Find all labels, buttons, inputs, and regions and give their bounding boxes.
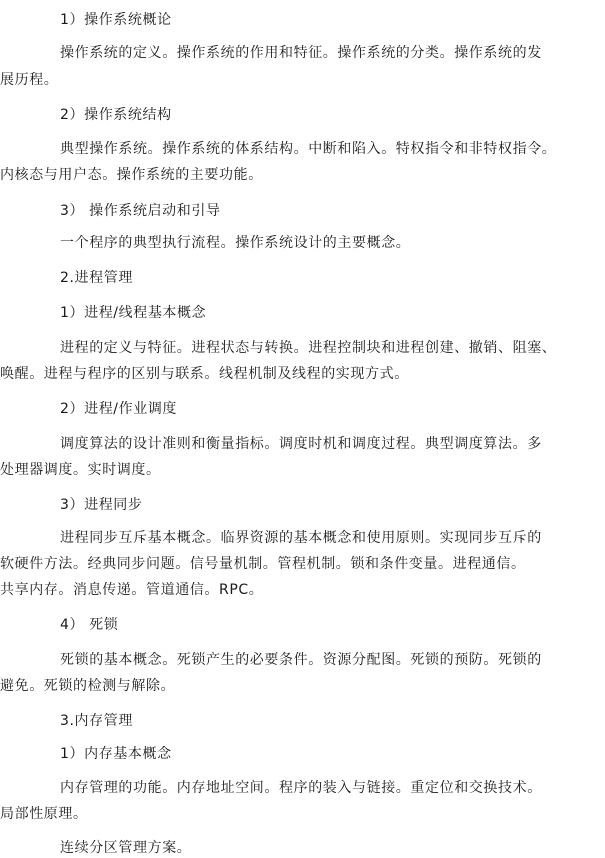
paragraph-line: 唤醒。进程与程序的区别与联系。线程机制及线程的实现方式。	[0, 366, 409, 382]
heading-process-sync: 3）进程同步	[60, 497, 143, 513]
paragraph-line: 内存管理的功能。内存地址空间。程序的装入与链接。重定位和交换技术。	[60, 780, 542, 796]
paragraph-line: 典型操作系统。操作系统的体系结构。中断和陷入。特权指令和非特权指令。	[60, 141, 557, 157]
heading-os-boot: 3） 操作系统启动和引导	[60, 203, 221, 219]
paragraph-line: 进程的定义与特征。进程状态与转换。进程控制块和进程创建、撤销、阻塞、	[60, 340, 557, 356]
heading-process-thread-concepts: 1）进程/线程基本概念	[60, 305, 207, 321]
heading-process-management: 2.进程管理	[60, 270, 133, 286]
paragraph-line: 调度算法的设计准则和衡量指标。调度时机和调度过程。典型调度算法。多	[60, 436, 542, 452]
heading-deadlock: 4） 死锁	[60, 617, 119, 633]
heading-os-overview: 1）操作系统概论	[60, 12, 172, 28]
paragraph-line: 进程同步互斥基本概念。临界资源的基本概念和使用原则。实现同步互斥的	[60, 530, 542, 546]
paragraph-line: 一个程序的典型执行流程。操作系统设计的主要概念。	[60, 235, 411, 251]
paragraph-line: 操作系统的定义。操作系统的作用和特征。操作系统的分类。操作系统的发	[60, 45, 542, 61]
heading-memory-concepts: 1）内存基本概念	[60, 746, 172, 762]
paragraph-line: 软硬件方法。经典同步问题。信号量机制。管程机制。锁和条件变量。进程通信。	[0, 556, 526, 572]
paragraph-line: 内核态与用户态。操作系统的主要功能。	[0, 167, 263, 183]
paragraph-line: 展历程。	[0, 72, 59, 88]
heading-os-structure: 2）操作系统结构	[60, 107, 172, 123]
paragraph-line: 死锁的基本概念。死锁产生的必要条件。资源分配图。死锁的预防。死锁的	[60, 652, 542, 668]
paragraph-line: 避免。死锁的检测与解除。	[0, 678, 176, 694]
paragraph-line: 处理器调度。实时调度。	[0, 462, 161, 478]
paragraph-line: 连续分区管理方案。	[60, 840, 192, 856]
heading-memory-management: 3.内存管理	[60, 713, 133, 729]
paragraph-line: 局部性原理。	[0, 806, 88, 822]
paragraph-line: 共享内存。消息传递。管道通信。RPC。	[0, 582, 264, 598]
heading-scheduling: 2）进程/作业调度	[60, 401, 178, 417]
